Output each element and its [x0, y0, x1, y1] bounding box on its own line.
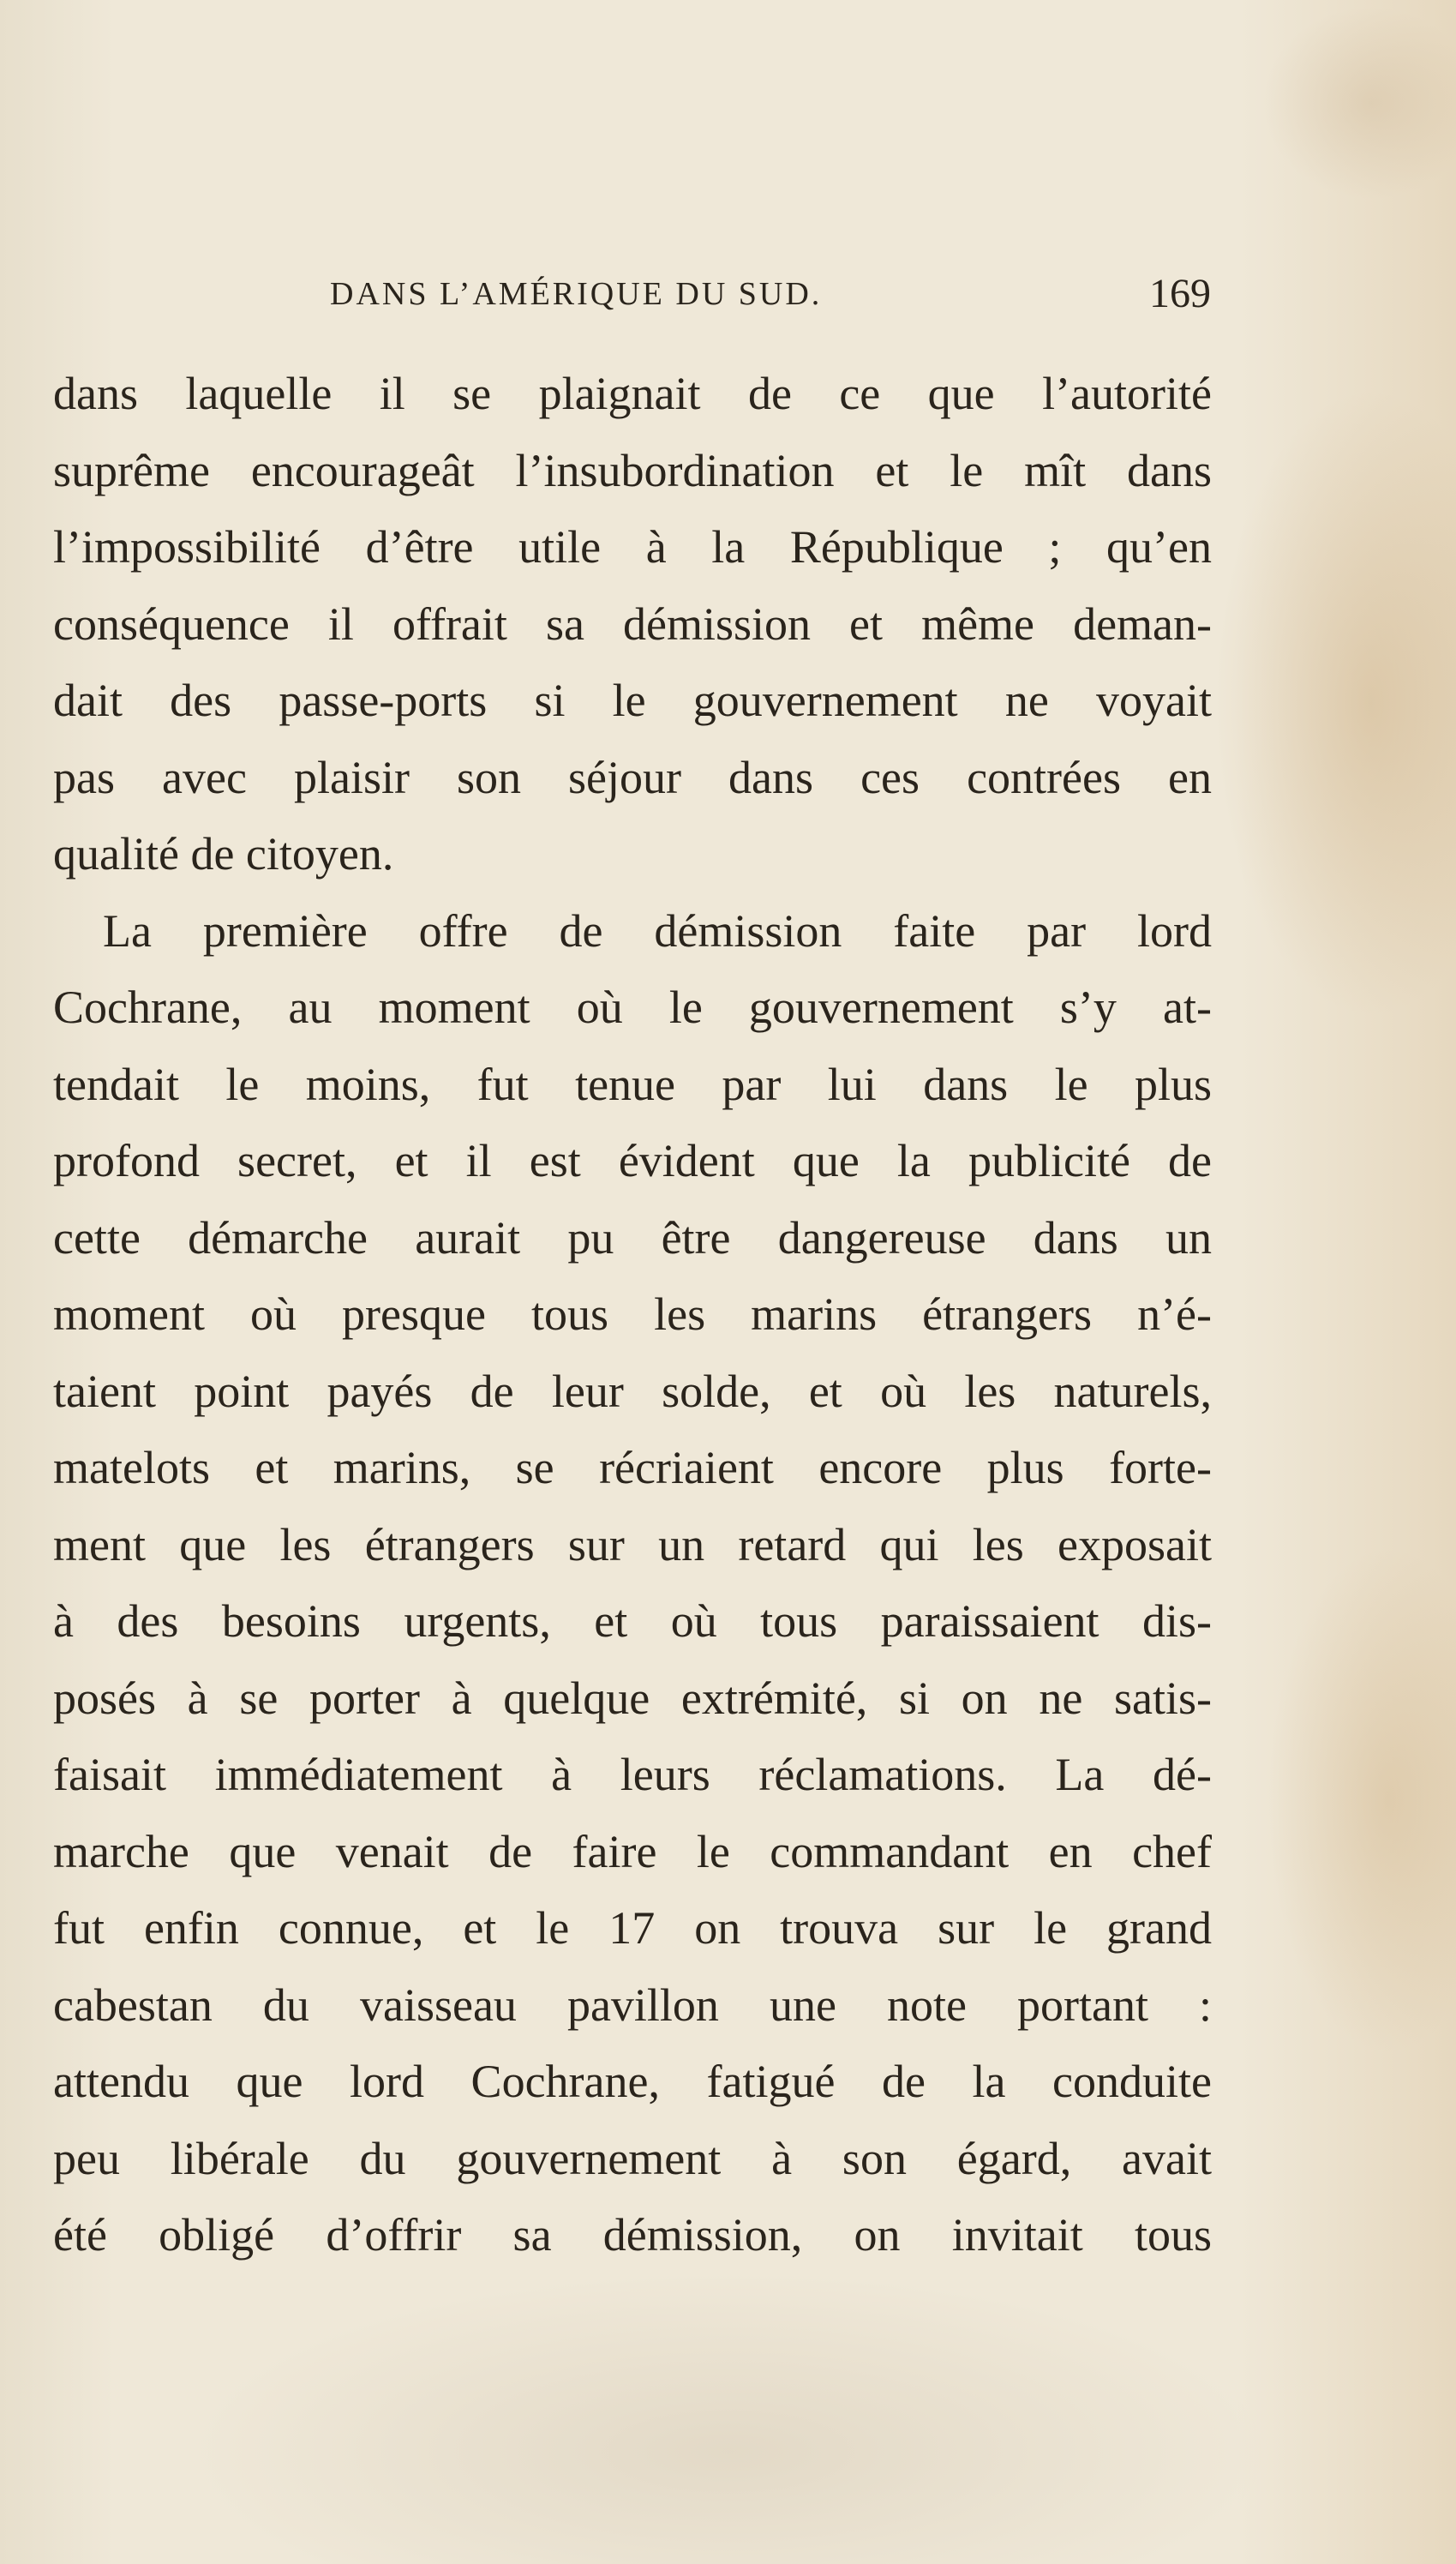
text-line: qualité de citoyen. — [53, 828, 394, 880]
text-line: pas avec plaisir son séjour dans ces contrées en — [53, 751, 1212, 803]
text-line: suprême encourageât l’insubordination et le mît dans — [53, 444, 1212, 496]
text-line: conséquence il offrait sa démission et même deman- — [53, 597, 1212, 650]
text-line: faisait immédiatement à leurs réclamations. La dé- — [53, 1749, 1212, 1800]
body-text — [53, 356, 1212, 2274]
text-line: l’impossibilité d’être utile à la République ; qu’en — [53, 521, 1212, 573]
text-line: dans laquelle il se plaignait de ce que l’autorité — [53, 368, 1212, 419]
text-line: peu libérale du gouvernement à son égard, avait — [53, 2132, 1212, 2184]
text-line: tendait le moins, fut tenue par lui dans le plus — [53, 1058, 1212, 1110]
text-line: cette démarche aurait pu être dangereuse dans un — [53, 1211, 1212, 1264]
text-line: dait des passe-ports si le gouvernement ne voyait — [53, 675, 1212, 726]
text-line: taient point payés de leur solde, et où les naturels, — [53, 1365, 1212, 1417]
running-head: DANS L’AMÉRIQUE DU SUD. — [330, 276, 823, 312]
text-line: profond secret, et il est évident que la publicité de — [53, 1135, 1212, 1186]
text-line: attendu que lord Cochrane, fatigué de la conduite — [53, 2056, 1212, 2107]
text-line: matelots et marins, se récriaient encore plus forte- — [53, 1442, 1212, 1493]
text-line: moment où presque tous les marins étrangers n’é- — [53, 1288, 1212, 1340]
text-line: été obligé d’offrir sa démission, on invitait tous — [53, 2209, 1212, 2261]
text-line: La première offre de démission faite par lord — [103, 904, 1212, 957]
text-line: ment que les étrangers sur un retard qui les exposait — [53, 1518, 1212, 1570]
text-line: à des besoins urgents, et où tous paraissaient dis- — [53, 1595, 1212, 1647]
text-line: posés à se porter à quelque extrémité, si on ne satis- — [53, 1672, 1212, 1724]
page-number: 169 — [1149, 271, 1211, 316]
page-header — [0, 264, 1456, 324]
text-line: cabestan du vaisseau pavillon une note portant : — [53, 1979, 1212, 2031]
text-line: marche que venait de faire le commandant en chef — [53, 1825, 1212, 1877]
text-line: fut enfin connue, et le 17 on trouva sur le grand — [53, 1902, 1212, 1954]
text-line: Cochrane, au moment où le gouvernement s’y at- — [53, 982, 1212, 1033]
